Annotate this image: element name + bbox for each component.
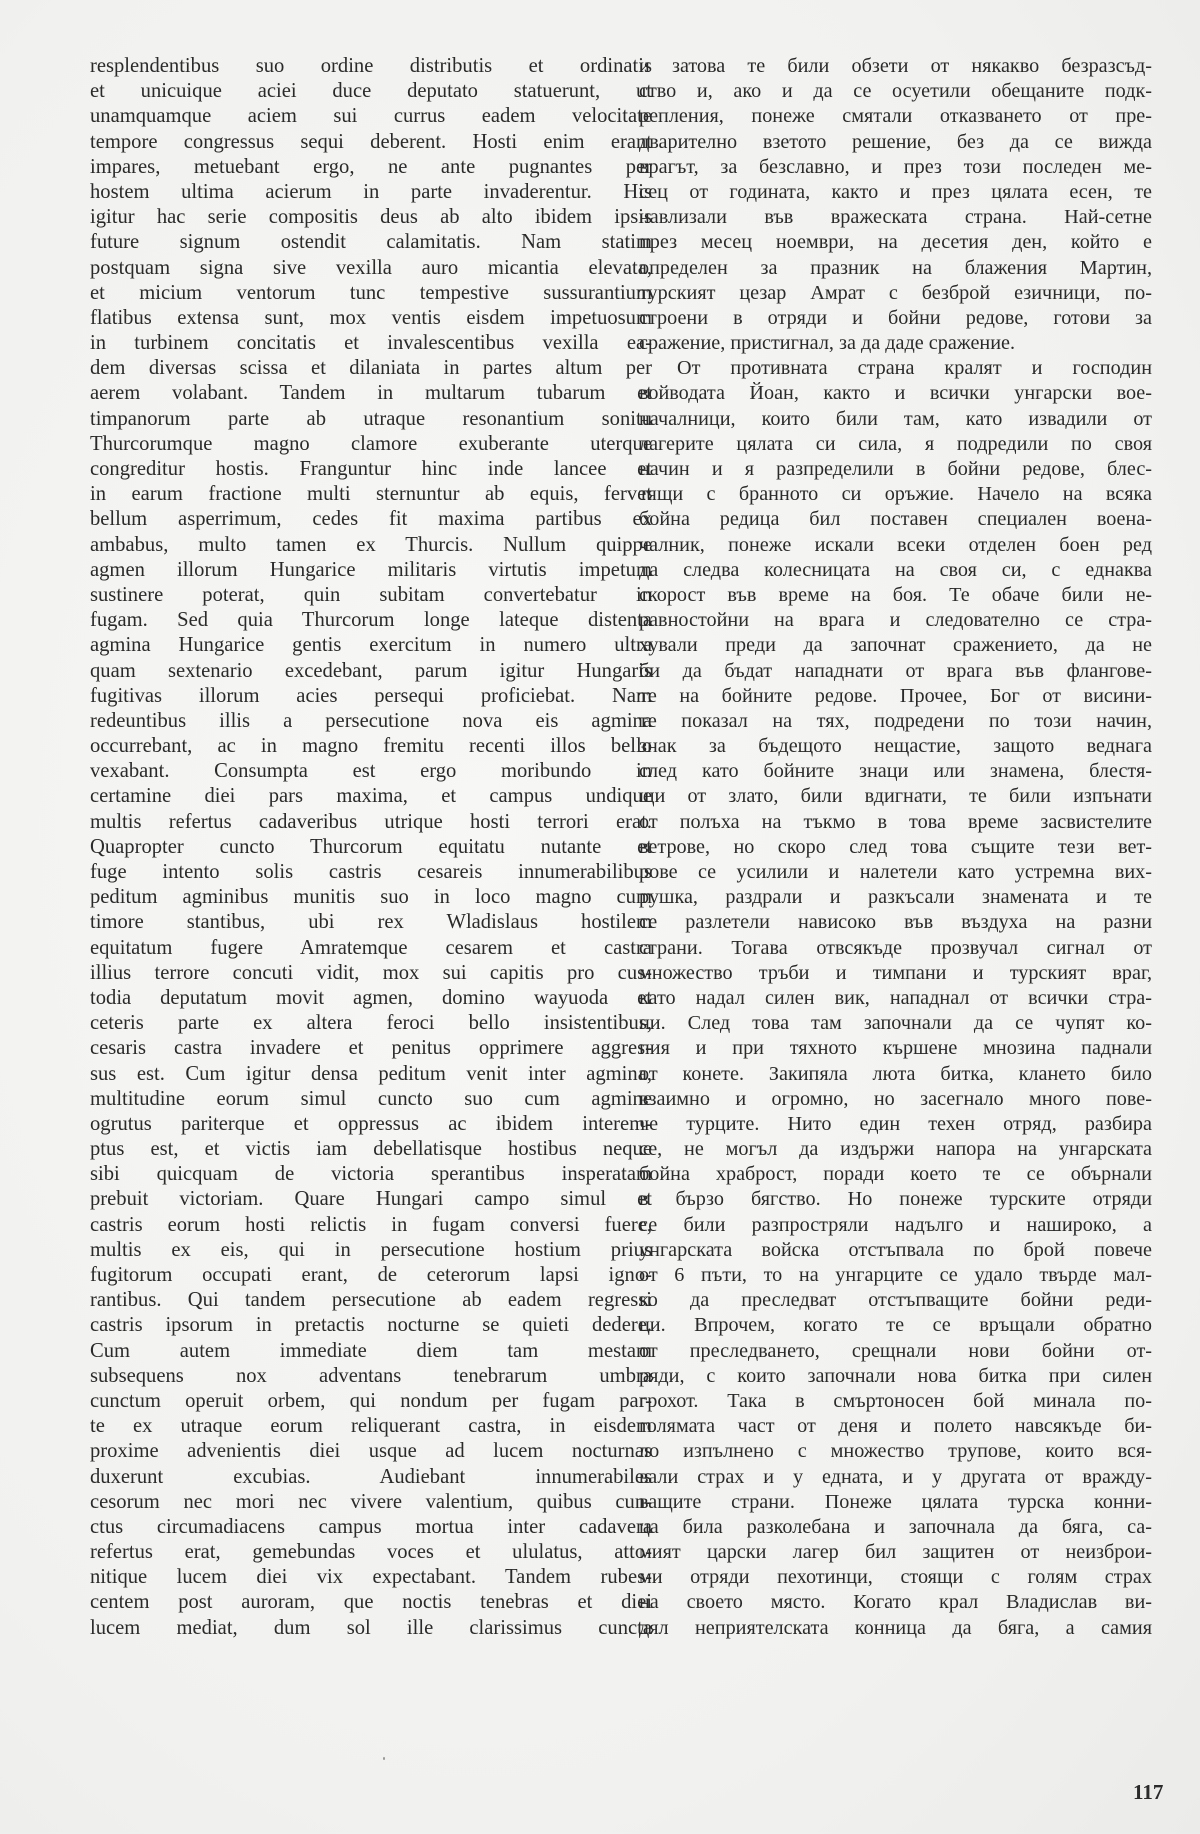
text-line: nitique lucem diei vix expectabant. Tandem rubes- [90,1566,652,1589]
text-line: ни. След това там започнали да се чупят ко- [639,1012,1152,1035]
text-line: се разлетели нависоко във въздуха на разни [639,911,1152,934]
text-line: рове се усилили и налетели като устремна вих- [639,861,1152,883]
text-line: ряди, с които започнали нова битка при силен [639,1364,1152,1387]
page-number: 117 [1133,1780,1164,1804]
text-line: timore stantibus, ubi rex Wladislaus hostilem [90,911,652,934]
text-line: Quapropter cuncto Thurcorum equitatu nutante et [90,835,652,858]
text-line: строени в отряди и бойни редове, готови за [639,306,1152,329]
text-line: castris ipsorum in pretactis nocturne se quieti dedere. [90,1314,652,1337]
text-line: голямата част от деня и полето навсякъде би- [639,1415,1152,1438]
text-line: от полъха на тъкмо в това време засвистелите [639,810,1152,833]
text-line: in turbinem concitatis et invalescentibus vexilla ea- [90,332,652,355]
text-line: лагерите цялата си сила, я подредили по своя [639,432,1152,455]
text-line: ветрове, но скоро след това същите тези вет- [639,835,1152,858]
text-line: се, не могъл да издържи напора на унгарската [639,1138,1152,1161]
text-line: occurrebant, ac in magno fremitu recenti illos bello [90,735,652,758]
text-line: страни. Тогава отвсякъде прозвучал сигнал от [639,936,1152,959]
text-line: fuge intento solis castris cesareis innumerabilibus [90,861,652,883]
text-line: multis refertus cadaveribus utrique hosti terrori erat. [90,810,652,833]
text-line: te ex utraque eorum reliquerant castra, in eisdem [90,1415,652,1438]
text-line: proxime advenientis diei usque ad lucem nocturnas [90,1440,652,1463]
text-line: resplendentibus suo ordine distributis et ordinatis [90,55,652,77]
bulgarian-translation-column [639,54,1152,1641]
text-line: от 6 пъти, то на унгарците се удало твърде мал- [639,1264,1152,1286]
text-line: prebuit victoriam. Quare Hungari campo simul et [90,1188,652,1211]
text-line: чалник, понеже искали всеки отделен боен ред [639,533,1152,556]
text-line: репления, понеже смятали отказването от пре- [639,105,1152,128]
text-line: multitudine eorum simul cuncto suo cum agmine [90,1087,652,1110]
text-line: quam sextenario excedebant, parum igitur Hungaris [90,659,652,682]
text-line: fugitivas illorum acies persequi proficiebat. Nam [90,684,652,707]
text-line: през месец ноември, на десетия ден, който е [639,231,1152,254]
text-line: congreditur hostis. Franguntur hinc inde lancee et [90,458,652,480]
text-line: сражение, пристигнал, за да даде сражение. [639,332,1016,355]
text-line: subsequens nox adventans tenebrarum umbra [90,1364,652,1387]
text-line: redeuntibus illis a persecutione nova eis agmina [90,709,652,732]
text-line: турският цезар Амрат с безброй езичници, по- [639,281,1152,304]
text-line: lucem mediat, dum sol ille clarissimus cuncta [90,1616,652,1639]
scan-speck [383,1757,385,1760]
text-line: определен за празник на блажения Мартин, [639,256,1152,279]
text-line: et micium ventorum tunc tempestive sussurantium [90,281,652,304]
text-line: би да бъдат нападнати от врага във флангове- [639,659,1152,682]
text-line: ogrutus pariterque et oppressus ac ibidem interem- [90,1112,652,1135]
text-line: бойна храброст, поради което те се обърнали [639,1163,1152,1186]
text-line: грохот. Така в смъртоносен бой минала по- [639,1389,1152,1412]
text-line: щи от злато, били вдигнати, те били изпънати [639,785,1152,808]
text-line: multis ex eis, qui in persecutione hostium prius [90,1238,652,1261]
text-line: rantibus. Qui tandem persecutione ab eadem regressi [90,1289,652,1312]
text-line: навлизали във вражеската страна. Най-сетне [639,206,1152,229]
text-line: равностойни на врага и следователно се стра- [639,609,1152,632]
text-line: от конете. Закипяла люта битка, клането било [639,1062,1152,1085]
text-line: ца била разколебана и започнала да бяга, са- [639,1515,1152,1538]
text-line: вали страх и у едната, и у другата от вражду- [639,1465,1152,1488]
text-line: unamquamque aciem sui currus eadem velocitate [90,105,652,128]
text-line: рушка, раздрали и разкъсали знамената и те [639,886,1152,909]
text-line: мият царски лагер бил защитен от неизброи- [639,1541,1152,1564]
text-line: todia deputatum movit agmen, domino wayuoda et [90,986,652,1009]
text-line: timpanorum parte ab utraque resonantium sonitu [90,407,652,430]
text-line: ващите страни. Понеже цялата турска конни- [639,1490,1152,1513]
text-line: те на бойните редове. Прочее, Бог от висини- [639,684,1152,707]
text-line: future signum ostendit calamitatis. Nam statim [90,231,652,254]
text-line: войводата Йоан, както и всички унгарски вое- [639,382,1152,405]
text-line: in earum fractione multi sternuntur ab equis, fervet [90,483,652,506]
text-line: хували преди да започнат сражението, да не [639,634,1152,657]
text-line: начин и я разпределили в бойни редове, блес- [639,458,1152,480]
text-line: ambabus, multo tamen ex Thurcis. Nullum quippe [90,533,652,556]
text-line: и затова те били обзети от някакво безразсъд- [639,55,1152,77]
text-line: ци. Впрочем, когато те се връщали обратно [639,1314,1152,1337]
text-line: ло изпълнено с множество трупове, които вся- [639,1440,1152,1463]
text-line: igitur hac serie compositis deus ab alto ibidem ipsis [90,206,652,229]
text-line: скорост във време на боя. Те обаче били не- [639,583,1152,606]
text-line: знак за бъдещото нещастие, защото веднага [639,735,1152,758]
text-line: пия и при тяхното кършене мнозина паднали [639,1037,1152,1060]
text-line: certamine diei pars maxima, et campus undique [90,785,652,808]
text-line: ptus est, et victis iam debellatisque hostibus neque [90,1138,652,1161]
text-line: vexabant. Consumpta est ergo moribundo in [90,760,652,783]
text-line: equitatum fugere Amratemque cesarem et castra [90,936,652,959]
text-line: cesorum nec mori nec vivere valentium, quibus cun- [90,1490,652,1513]
text-line: бойна редица бил поставен специален воена- [639,508,1152,531]
text-line: се били разпростряли надълго и нашироко, а [639,1213,1152,1236]
text-line: agmen illorum Hungarice militaris virtutis impetum [90,558,652,581]
text-line: Thurcorumque magno clamore exuberante uterque [90,432,652,455]
text-line: дял неприятелската конница да бяга, а самия [639,1616,1152,1639]
text-line: ко да преследват отстъпващите бойни реди- [639,1289,1152,1312]
text-line: началници, които били там, като извадили от [639,407,1152,430]
text-line: От противната страна кралят и господин [677,357,1152,380]
text-line: ceteris parte ex altera feroci bello insistentibus, [90,1012,652,1035]
text-line: agmina Hungarice gentis exercitum in numero ultra [90,634,652,657]
text-line: че турците. Нито един техен отряд, разбира [639,1112,1152,1135]
text-line: tempore congressus sequi deberent. Hosti enim erant [90,130,652,153]
text-line: множество тръби и тимпани и турският враг, [639,961,1152,984]
text-line: ми отряди пехотинци, стоящи с голям страх [639,1566,1152,1589]
text-line: dem diversas scissa et dilaniata in partes altum per [90,357,652,380]
text-line: et unicuique aciei duce deputato statuerunt, ut [90,80,652,103]
text-line: fugam. Sed quia Thurcorum longe lateque distenta [90,609,652,632]
text-line: на своето място. Когато крал Владислав ви- [639,1591,1152,1614]
text-line: illius terrore concuti vidit, mox sui capitis pro cus- [90,961,652,984]
text-line: дварително взетото решение, без да се вижда [639,130,1152,153]
text-line: hostem ultima acierum in parte invaderentur. His [90,180,652,203]
text-line: ctus circumadiacens campus mortua inter cadavera [90,1515,652,1538]
text-line: cunctum operuit orbem, qui nondum per fugam par- [90,1389,652,1412]
text-line: centem post auroram, que noctis tenebras et diei [90,1591,652,1614]
text-line: aerem volabant. Tandem in multarum tubarum et [90,382,652,405]
text-line: взаимно и огромно, но засегнало много пове- [639,1087,1152,1110]
text-line: Cum autem immediate diem tam mestam [90,1339,652,1362]
text-line: postquam signa sive vexilla auro micantia elevata, [90,256,652,279]
text-line: тящи с бранното си оръжие. Начело на всяка [639,483,1152,506]
text-line: врагът, за безславно, и през този последен ме- [639,155,1152,178]
text-line: като надал силен вик, нападнал от всички стра- [639,986,1152,1009]
text-line: след като бойните знаци или знамена, блестя- [639,760,1152,783]
latin-text-column [90,54,652,1641]
text-line: sibi quicquam de victoria sperantibus insperatam [90,1163,652,1186]
text-line: castris eorum hosti relictis in fugam conversi fuere, [90,1213,652,1236]
text-line: сец от годината, както и през цялата есен, те [639,180,1152,203]
text-line: bellum asperrimum, cedes fit maxima partibus ex [90,508,652,531]
text-line: refertus erat, gemebundas voces et ululatus, atto- [90,1541,652,1564]
text-line: flatibus extensa sunt, mox ventis eisdem impetuosum [90,306,652,329]
text-line: sus est. Cum igitur densa peditum venit inter agmina, [90,1062,652,1085]
text-line: fugitorum occupati erant, de ceterorum lapsi igno- [90,1264,652,1286]
text-line: в бързо бягство. Но понеже турските отряди [639,1188,1152,1211]
text-line: те показал на тях, подредени по този начин, [639,709,1152,732]
text-line: ство и, ако и да се осуетили обещаните подк- [639,80,1152,103]
text-line: от преследването, срещнали нови бойни от- [639,1339,1152,1362]
text-line: cesaris castra invadere et penitus opprimere aggres- [90,1037,652,1060]
text-line: impares, metuebant ergo, ne ante pugnantes per [90,155,652,178]
text-line: duxerunt excubias. Audiebant innumerabiles [90,1465,652,1488]
text-line: sustinere poterat, quin subitam convertebatur in [90,583,652,606]
text-line: унгарската войска отстъпвала по брой повече [639,1238,1152,1261]
text-line: peditum agminibus munitis suo in loco magno cum [90,886,652,909]
text-line: да следва колесницата на своя си, с еднаква [639,558,1152,581]
